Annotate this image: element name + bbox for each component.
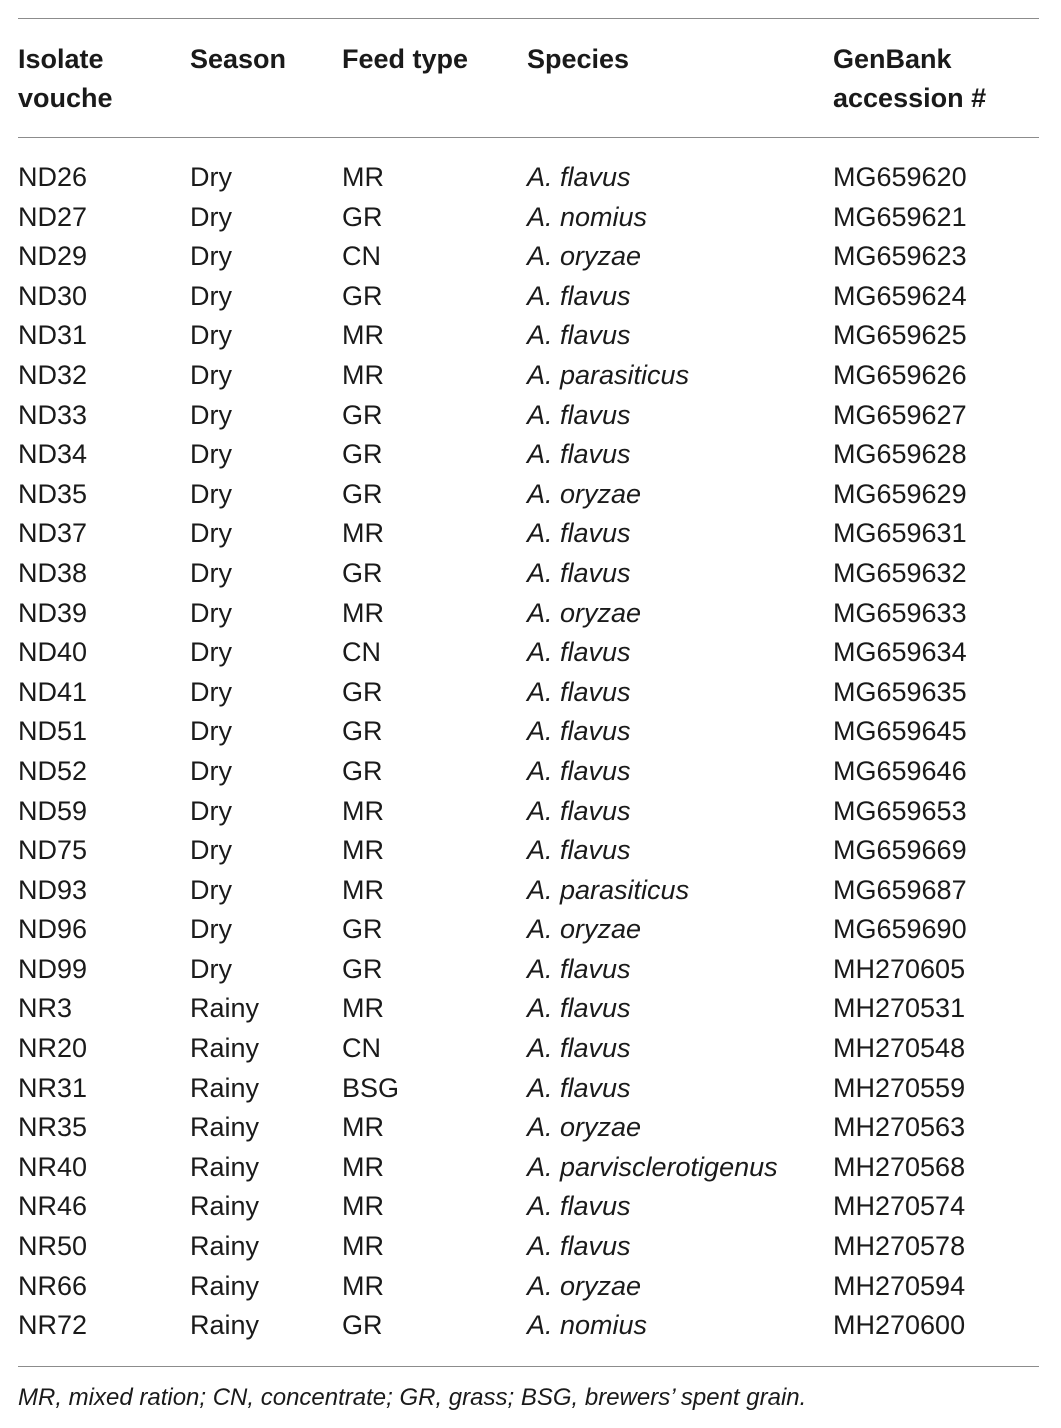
cell-species: A. nomius [527, 1310, 648, 1341]
table-row [0, 712, 1061, 752]
cell-accession: MG659690 [833, 914, 967, 945]
table-header [0, 40, 1061, 130]
table-row [0, 316, 1061, 356]
cell-feed-type: GR [342, 439, 383, 470]
cell-accession: MG659646 [833, 755, 967, 786]
cell-isolate: ND34 [18, 439, 88, 470]
cell-isolate: NR20 [18, 1033, 88, 1064]
cell-accession: MG659634 [833, 637, 967, 668]
cell-species: A. flavus [527, 1231, 631, 1262]
cell-species: A. flavus [527, 1033, 631, 1064]
header-genbank-accession: GenBank accession # [833, 44, 987, 113]
cell-feed-type: MR [342, 359, 384, 390]
cell-isolate: ND30 [18, 280, 88, 311]
cell-accession: MG659653 [833, 795, 967, 826]
cell-accession: MG659687 [833, 874, 967, 905]
cell-season: Dry [190, 162, 232, 192]
cell-species: A. flavus [527, 755, 631, 786]
table-row [0, 1029, 1061, 1069]
cell-isolate: ND59 [18, 795, 88, 826]
cell-species: A. flavus [527, 399, 631, 430]
cell-feed-type: GR [342, 478, 383, 509]
cell-season: Dry [190, 637, 232, 668]
cell-isolate: ND33 [18, 399, 88, 430]
cell-accession: MH270578 [833, 1231, 966, 1262]
cell-accession: MH270605 [833, 953, 966, 984]
cell-accession: MG659633 [833, 597, 967, 628]
cell-accession: MG659623 [833, 241, 967, 272]
cell-feed-type: GR [342, 201, 383, 232]
table-row [0, 792, 1061, 832]
table-row [0, 435, 1061, 475]
table-row [0, 831, 1061, 871]
cell-accession: MH270574 [833, 1191, 966, 1222]
cell-feed-type: GR [342, 953, 383, 984]
cell-season: Dry [190, 914, 232, 945]
cell-season: Dry [190, 835, 232, 866]
cell-season: Dry [190, 439, 232, 470]
cell-season: Dry [190, 201, 232, 232]
cell-feed-type: MR [342, 1151, 384, 1182]
cell-species: A. nomius [527, 201, 648, 232]
cell-isolate: ND38 [18, 557, 88, 588]
cell-isolate: NR50 [18, 1231, 88, 1262]
cell-isolate: ND51 [18, 716, 88, 747]
cell-season: Rainy [190, 1191, 260, 1222]
cell-isolate: NR72 [18, 1310, 88, 1341]
cell-season: Dry [190, 241, 232, 272]
cell-season: Rainy [190, 1072, 260, 1103]
cell-feed-type: CN [342, 1033, 381, 1064]
cell-season: Dry [190, 597, 232, 628]
cell-species: A. flavus [527, 716, 631, 747]
table-bottom-rule [18, 1366, 1039, 1367]
cell-species: A. flavus [527, 1072, 631, 1103]
table-row [0, 950, 1061, 990]
cell-species: A. flavus [527, 557, 631, 588]
cell-accession: MH270563 [833, 1112, 966, 1143]
cell-accession: MG659629 [833, 478, 967, 509]
cell-accession: MG659631 [833, 518, 967, 549]
table-row [0, 989, 1061, 1029]
cell-isolate: NR3 [18, 993, 73, 1024]
cell-isolate: ND29 [18, 241, 88, 272]
table-row [0, 910, 1061, 950]
cell-season: Rainy [190, 1033, 260, 1064]
cell-season: Dry [190, 874, 232, 905]
cell-species: A. oryzae [527, 1112, 642, 1143]
cell-feed-type: MR [342, 874, 384, 905]
cell-accession: MG659620 [833, 162, 967, 192]
table-row [0, 514, 1061, 554]
cell-feed-type: CN [342, 637, 381, 668]
table-row [0, 673, 1061, 713]
cell-feed-type: GR [342, 557, 383, 588]
table-row [0, 1187, 1061, 1227]
cell-isolate: ND40 [18, 637, 88, 668]
cell-accession: MG659625 [833, 320, 967, 351]
cell-season: Dry [190, 478, 232, 509]
table-row [0, 752, 1061, 792]
cell-isolate: ND96 [18, 914, 88, 945]
table-row [0, 1227, 1061, 1267]
cell-species: A. parvisclerotigenus [527, 1151, 778, 1182]
cell-feed-type: GR [342, 914, 383, 945]
cell-isolate: ND26 [18, 162, 88, 192]
cell-accession: MH270559 [833, 1072, 966, 1103]
table-row [0, 475, 1061, 515]
cell-species: A. flavus [527, 320, 631, 351]
table-row [0, 356, 1061, 396]
cell-accession: MG659626 [833, 359, 967, 390]
cell-feed-type: GR [342, 1310, 383, 1341]
cell-season: Dry [190, 518, 232, 549]
cell-species: A. flavus [527, 162, 631, 192]
table-top-rule [18, 18, 1039, 19]
header-season: Season [190, 44, 287, 74]
header-bottom-rule [18, 137, 1039, 138]
table-row [0, 633, 1061, 673]
table-row [0, 554, 1061, 594]
cell-feed-type: MR [342, 162, 384, 192]
cell-accession: MG659635 [833, 676, 967, 707]
header-isolate-voucher: Isolate vouche [18, 44, 113, 113]
cell-feed-type: GR [342, 280, 383, 311]
cell-feed-type: BSG [342, 1072, 400, 1103]
cell-season: Rainy [190, 1270, 260, 1301]
cell-accession: MG659624 [833, 280, 967, 311]
cell-feed-type: GR [342, 399, 383, 430]
cell-species: A. flavus [527, 518, 631, 549]
cell-species: A. flavus [527, 439, 631, 470]
cell-species: A. parasiticus [527, 874, 690, 905]
cell-feed-type: MR [342, 1231, 384, 1262]
cell-species: A. flavus [527, 835, 631, 866]
cell-feed-type: MR [342, 518, 384, 549]
cell-isolate: NR66 [18, 1270, 88, 1301]
cell-isolate: ND35 [18, 478, 88, 509]
cell-season: Rainy [190, 1151, 260, 1182]
cell-species: A. parasiticus [527, 359, 690, 390]
cell-species: A. flavus [527, 280, 631, 311]
cell-season: Dry [190, 399, 232, 430]
cell-isolate: NR40 [18, 1151, 88, 1182]
cell-accession: MH270548 [833, 1033, 966, 1064]
cell-feed-type: CN [342, 241, 381, 272]
table-row [0, 277, 1061, 317]
cell-feed-type: MR [342, 320, 384, 351]
cell-accession: MH270568 [833, 1151, 966, 1182]
cell-accession: MG659645 [833, 716, 967, 747]
cell-isolate: NR46 [18, 1191, 88, 1222]
cell-season: Rainy [190, 1112, 260, 1143]
cell-species: A. flavus [527, 795, 631, 826]
table-row [0, 237, 1061, 277]
table-row [0, 396, 1061, 436]
cell-feed-type: GR [342, 676, 383, 707]
cell-accession: MG659621 [833, 201, 967, 232]
cell-isolate: ND41 [18, 676, 88, 707]
cell-accession: MG659632 [833, 557, 967, 588]
table-row [0, 198, 1061, 238]
cell-season: Dry [190, 676, 232, 707]
cell-species: A. flavus [527, 993, 631, 1024]
cell-feed-type: MR [342, 835, 384, 866]
cell-species: A. flavus [527, 676, 631, 707]
cell-feed-type: MR [342, 1191, 384, 1222]
cell-isolate: ND93 [18, 874, 88, 905]
header-feed-type: Feed type [342, 44, 469, 74]
cell-species: A. flavus [527, 1191, 631, 1222]
table-footnote: MR, mixed ration; CN, concentrate; GR, grass; BSG, brewers’ spent grain. [18, 1384, 807, 1411]
cell-isolate: ND75 [18, 835, 88, 866]
cell-season: Rainy [190, 1310, 260, 1341]
cell-feed-type: MR [342, 597, 384, 628]
header-species: Species [527, 44, 630, 74]
table-row [0, 1148, 1061, 1188]
cell-season: Rainy [190, 1231, 260, 1262]
cell-feed-type: MR [342, 993, 384, 1024]
cell-accession: MH270600 [833, 1310, 966, 1341]
cell-feed-type: GR [342, 755, 383, 786]
cell-season: Dry [190, 953, 232, 984]
table-row [0, 1306, 1061, 1346]
cell-season: Dry [190, 795, 232, 826]
cell-feed-type: MR [342, 1270, 384, 1301]
table-row [0, 871, 1061, 911]
table-row [0, 1069, 1061, 1109]
cell-isolate: NR35 [18, 1112, 88, 1143]
cell-species: A. oryzae [527, 914, 642, 945]
cell-species: A. flavus [527, 637, 631, 668]
table-body [0, 158, 1061, 1346]
cell-accession: MH270531 [833, 993, 966, 1024]
cell-isolate: ND27 [18, 201, 88, 232]
table-row [0, 594, 1061, 634]
cell-season: Dry [190, 320, 232, 351]
cell-accession: MH270594 [833, 1270, 966, 1301]
cell-accession: MG659627 [833, 399, 967, 430]
cell-feed-type: MR [342, 795, 384, 826]
cell-feed-type: GR [342, 716, 383, 747]
cell-accession: MG659628 [833, 439, 967, 470]
cell-isolate: ND31 [18, 320, 88, 351]
cell-isolate: ND37 [18, 518, 88, 549]
cell-isolate: ND39 [18, 597, 88, 628]
cell-species: A. flavus [527, 953, 631, 984]
cell-season: Dry [190, 280, 232, 311]
cell-species: A. oryzae [527, 597, 642, 628]
cell-isolate: ND32 [18, 359, 88, 390]
table-row [0, 158, 1061, 198]
cell-season: Dry [190, 557, 232, 588]
cell-season: Dry [190, 755, 232, 786]
cell-species: A. oryzae [527, 478, 642, 509]
cell-feed-type: MR [342, 1112, 384, 1143]
cell-accession: MG659669 [833, 835, 967, 866]
table-row [0, 1108, 1061, 1148]
table-row [0, 1267, 1061, 1307]
cell-season: Dry [190, 359, 232, 390]
cell-species: A. oryzae [527, 241, 642, 272]
cell-species: A. oryzae [527, 1270, 642, 1301]
cell-isolate: ND99 [18, 953, 88, 984]
cell-isolate: ND52 [18, 755, 88, 786]
cell-isolate: NR31 [18, 1072, 88, 1103]
cell-season: Rainy [190, 993, 260, 1024]
cell-season: Dry [190, 716, 232, 747]
